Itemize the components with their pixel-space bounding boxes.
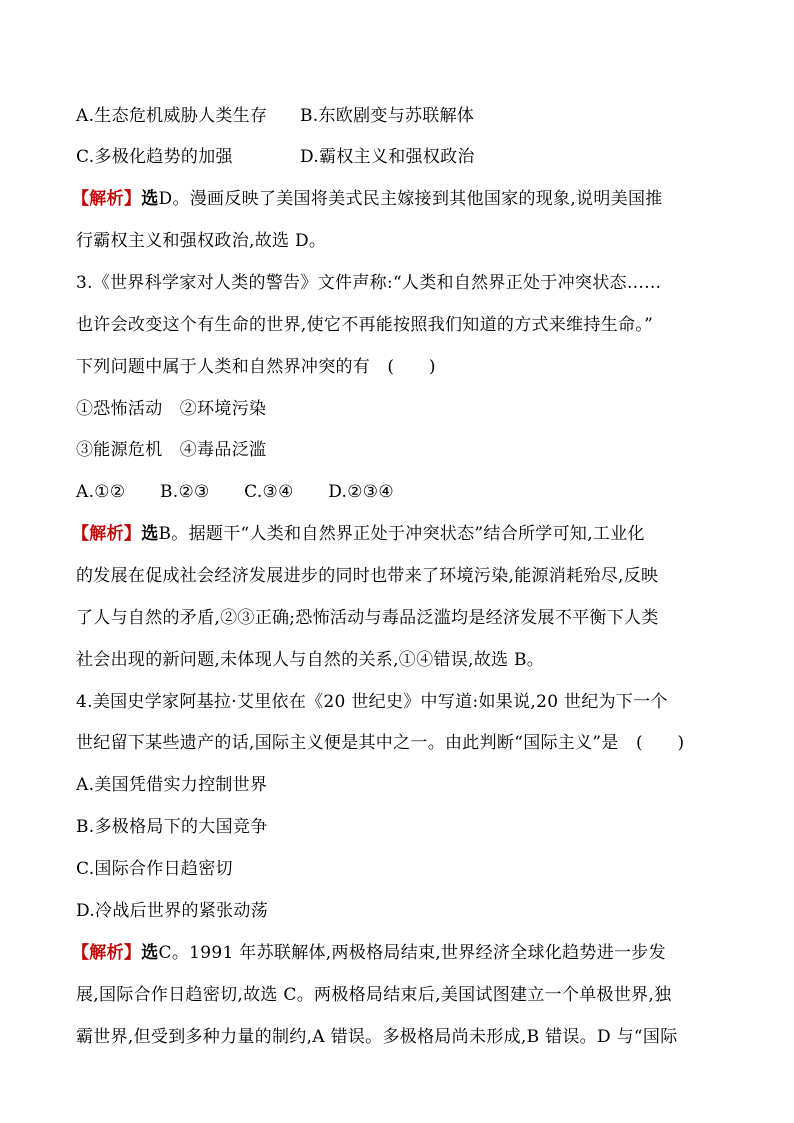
q2-answer-text: D。漫画反映了美国将美式民主嫁接到其他国家的现象,说明美国推: [158, 189, 663, 209]
q4-answer-lead: 选: [141, 943, 159, 963]
q2-options-row-2: [76, 145, 726, 169]
q2-option-d: D.霸权主义和强权政治: [300, 147, 475, 167]
q2-answer-lead: 选: [141, 189, 159, 209]
q4-option-c: C.国际合作日趋密切: [76, 859, 233, 879]
q3-answer-text: B。据题干“人类和自然界正处于冲突状态”结合所学可知,工业化: [158, 524, 645, 544]
q3-items-row-2: ③能源危机 ④毒品泛滥: [76, 440, 267, 460]
q3-analysis-line-4: 社会出现的新问题,未体现人与自然的关系,①④错误,故选 B。: [76, 650, 545, 670]
q2-analysis-label: 【解析】: [72, 189, 142, 209]
q3-stem-line-1: 3.《世界科学家对人类的警告》文件声称:“人类和自然界正处于冲突状态……: [76, 273, 662, 293]
q4-analysis-line-2: 展,国际合作日趋密切,故选 C。两极格局结束后,美国试图建立一个单极世界,独: [76, 985, 672, 1005]
q3-analysis-label: 【解析】: [72, 524, 142, 544]
q4-stem-line-2: 世纪留下某些遗产的话,国际主义便是其中之一。由此判断“国际主义”是 ( ): [76, 733, 685, 753]
q4-stem-line-1: 4.美国史学家阿基拉·艾里依在《20 世纪史》中写道:如果说,20 世纪为下一个: [76, 692, 668, 712]
q3-items-row-1: ①恐怖活动 ②环境污染: [76, 399, 267, 419]
q2-analysis-line-2: 行霸权主义和强权政治,故选 D。: [76, 231, 327, 251]
q2-options-row-1: [76, 104, 726, 128]
q3-analysis-line-3: 了人与自然的矛盾,②③正确;恐怖活动与毒品泛滥均是经济发展不平衡下人类: [76, 608, 659, 628]
q4-option-a: A.美国凭借实力控制世界: [76, 775, 268, 795]
q2-option-b: B.东欧剧变与苏联解体: [300, 106, 475, 126]
q3-analysis-line-2: 的发展在促成社会经济发展进步的同时也带来了环境污染,能源消耗殆尽,反映: [76, 566, 659, 586]
q2-option-a: A.生态危机威胁人类生存: [76, 106, 268, 126]
q3-stem-line-3: 下列问题中属于人类和自然界冲突的有 ( ): [76, 357, 436, 377]
q4-analysis-label: 【解析】: [72, 943, 142, 963]
q2-option-c: C.多极化趋势的加强: [76, 147, 233, 167]
q4-answer-text: C。1991 年苏联解体,两极格局结束,世界经济全球化趋势进一步发: [158, 943, 666, 963]
q2-analysis: [72, 187, 722, 211]
q4-option-b: B.多极格局下的大国竞争: [76, 817, 268, 837]
q3-answer-lead: 选: [141, 524, 159, 544]
q3-options: A.①② B.②③ C.③④ D.②③④: [76, 482, 394, 502]
q4-analysis-line-3: 霸世界,但受到多种力量的制约,A 错误。多极格局尚未形成,B 错误。D 与“国际: [76, 1027, 678, 1047]
q4-option-d: D.冷战后世界的紧张动荡: [76, 901, 269, 921]
q4-analysis: [72, 941, 722, 965]
q3-stem-line-2: 也许会改变这个有生命的世界,使它不再能按照我们知道的方式来维持生命。”: [76, 315, 654, 335]
q3-analysis: [72, 522, 722, 546]
